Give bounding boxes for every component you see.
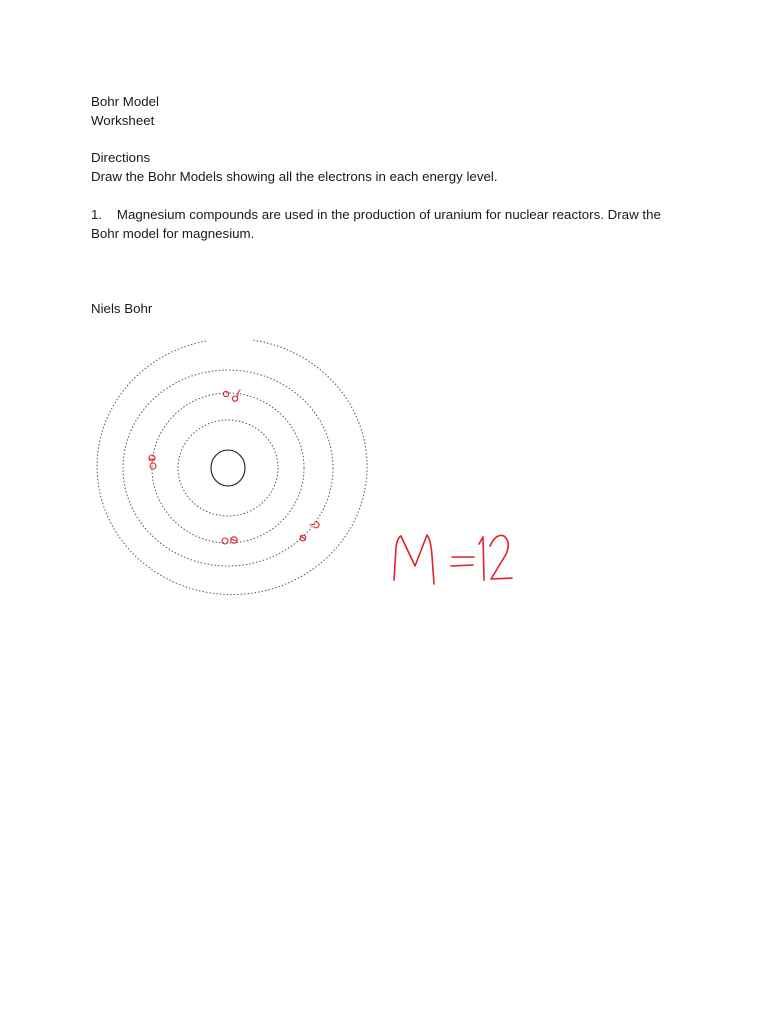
directions-text: Draw the Bohr Models showing all the electrons in each energy level. [91, 169, 498, 184]
equals-bottom [451, 565, 473, 566]
image-caption: Niels Bohr [91, 301, 153, 316]
shell-2 [152, 393, 304, 543]
electrons [149, 390, 319, 544]
question-text: Magnesium compounds are used in the production of uranium for nuclear reactors. Draw the Bohr model for magnesium. [91, 207, 661, 241]
handwritten-answer [394, 535, 512, 584]
question-number: 1. [91, 207, 103, 222]
digit-1 [479, 537, 484, 580]
energy-shells [97, 340, 367, 595]
electron-pair-right [300, 522, 319, 541]
letter-m [394, 535, 434, 584]
directions-heading: Directions [91, 150, 151, 165]
shell-4 [97, 340, 367, 595]
digit-2 [490, 535, 512, 579]
shell-1 [178, 420, 278, 516]
title-line-1: Bohr Model [91, 94, 159, 109]
electron-pair-top [223, 390, 240, 401]
nucleus [211, 450, 245, 486]
title-line-2: Worksheet [91, 113, 155, 128]
